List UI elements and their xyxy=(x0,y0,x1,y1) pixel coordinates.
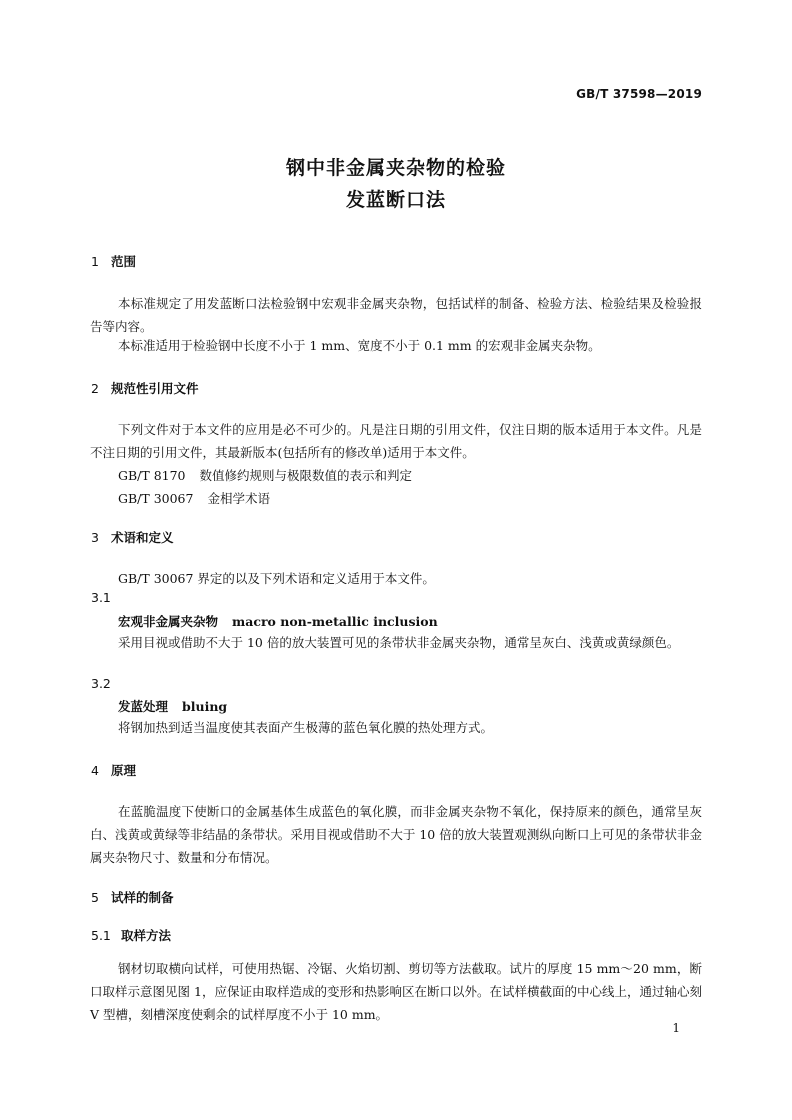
paragraph: 在蓝脆温度下使断口的金属基体生成蓝色的氧化膜，而非金属夹杂物不氧化，保持原来的颜色，通常呈灰白、浅黄或黄绿等非结晶的条带状。采用目视或借助不大于 10 倍的放大装置观测纵向断口上可见的条带状非金属夹杂物尺寸、数量和分布情况。 xyxy=(90,804,702,865)
standard-number: GB/T 37598—2019 xyxy=(576,87,702,101)
document-title: 钢中非金属夹杂物的检验 xyxy=(285,157,506,179)
normative-reference xyxy=(118,466,412,484)
subsection-number: 5.1 xyxy=(91,928,111,943)
term-chinese: 宏观非金属夹杂物 xyxy=(118,614,219,629)
document-subtitle: 发蓝断口法 xyxy=(345,189,446,211)
reference-name: 金相学术语 xyxy=(207,491,270,506)
normative-reference xyxy=(118,489,270,507)
section-heading-principle xyxy=(91,761,136,779)
paragraph: 下列文件对于本文件的应用是必不可少的。凡是注日期的引用文件，仅注日期的版本适用于本文件。凡是不注日期的引用文件，其最新版本(包括所有的修改单)适用于本文件。 xyxy=(90,422,702,460)
section-title: 术语和定义 xyxy=(111,530,174,545)
paragraph: 本标准适用于检验钢中长度不小于 1 mm、宽度不小于 0.1 mm 的宏观非金属夹杂物。 xyxy=(118,338,601,353)
term-english: macro non-metallic inclusion xyxy=(232,614,438,629)
paragraph: GB/T 30067 界定的以及下列术语和定义适用于本文件。 xyxy=(118,571,435,586)
section-number: 5 xyxy=(91,890,99,905)
paragraph: 本标准规定了用发蓝断口法检验钢中宏观非金属夹杂物，包括试样的制备、检验方法、检验结果及检验报告等内容。 xyxy=(90,296,702,334)
section-title: 规范性引用文件 xyxy=(111,381,199,396)
paragraph: 钢材切取横向试样，可使用热锯、冷锯、火焰切割、剪切等方法截取。试片的厚度 15 mm～20 mm，断口取样示意图见图 1，应保证由取样造成的变形和热影响区在断口以外。在试样横截面的中心线上，通过轴心刻 V 型槽，刻槽深度使剩余的试样厚度不小于 10 mm。 xyxy=(90,961,702,1022)
reference-code: GB/T 8170 xyxy=(118,468,186,483)
term-definition: 将钢加热到适当温度使其表面产生极薄的蓝色氧化膜的热处理方式。 xyxy=(118,720,494,735)
section-number: 1 xyxy=(91,254,99,269)
section-heading-terms xyxy=(91,528,174,546)
reference-name: 数值修约规则与极限数值的表示和判定 xyxy=(199,468,413,483)
subsection-title: 取样方法 xyxy=(121,928,172,943)
section-title: 范围 xyxy=(111,254,137,269)
section-title: 试样的制备 xyxy=(111,890,174,905)
term-entry xyxy=(118,612,438,630)
term-chinese: 发蓝处理 xyxy=(118,699,169,714)
section-number: 3 xyxy=(91,530,99,545)
section-heading-scope xyxy=(91,252,136,270)
section-number: 2 xyxy=(91,381,99,396)
page-number: 1 xyxy=(672,1021,680,1035)
term-english: bluing xyxy=(182,699,228,714)
subsection-heading-sampling xyxy=(91,926,171,944)
reference-code: GB/T 30067 xyxy=(118,491,194,506)
section-number: 4 xyxy=(91,763,99,778)
term-number: 3.2 xyxy=(91,676,111,691)
section-title: 原理 xyxy=(111,763,137,778)
section-heading-preparation xyxy=(91,888,174,906)
section-heading-normative xyxy=(91,379,199,397)
term-number: 3.1 xyxy=(91,590,111,605)
term-entry xyxy=(118,697,227,715)
term-definition: 采用目视或借助不大于 10 倍的放大装置可见的条带状非金属夹杂物，通常呈灰白、浅黄或黄绿颜色。 xyxy=(118,635,680,650)
